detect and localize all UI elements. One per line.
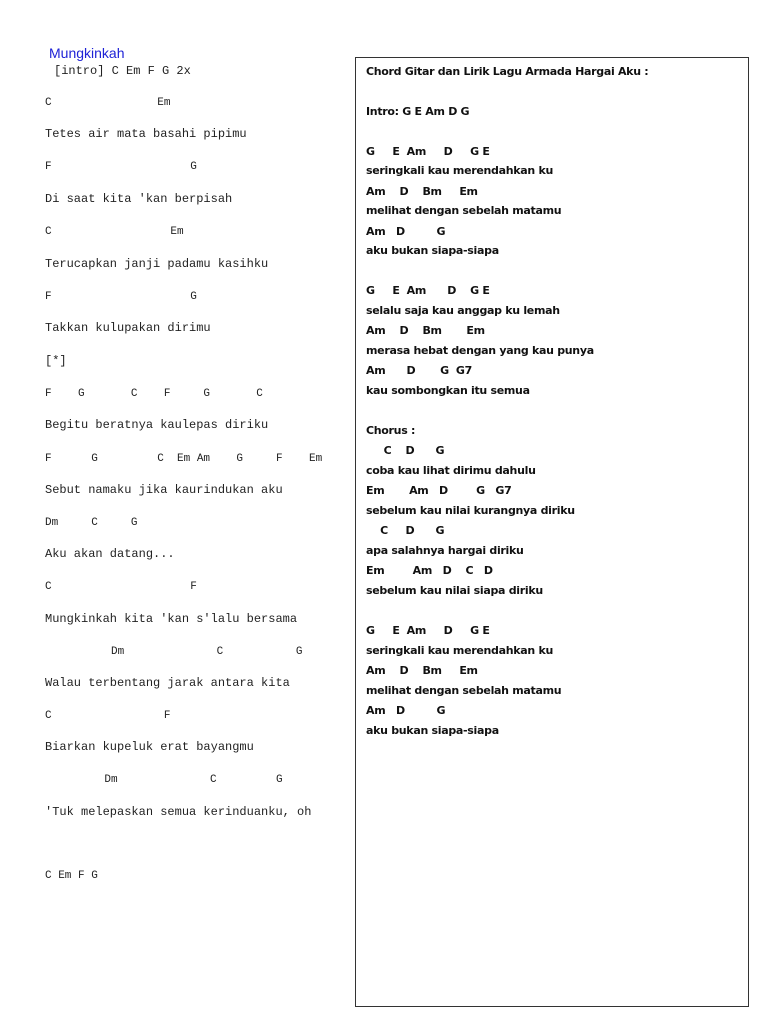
lyric-line: melihat dengan sebelah matamu: [366, 684, 562, 697]
chord-line: C Em: [45, 226, 184, 238]
chord-line: Dm C G: [45, 774, 283, 786]
box-heading: Chord Gitar dan Lirik Lagu Armada Hargai Aku :: [366, 65, 649, 78]
chord-line: G E Am D G E: [366, 284, 490, 297]
chord-line: Am D Bm Em: [366, 664, 478, 677]
chord-line: F G: [45, 291, 197, 303]
chord-line: Em Am D C D: [366, 564, 493, 577]
chord-line: C D G: [366, 444, 445, 457]
chord-line: Dm C G: [45, 646, 303, 658]
lyric-line: Terucapkan janji padamu kasihku: [45, 257, 269, 271]
lyric-line: Mungkinkah kita 'kan s'lalu bersama: [45, 612, 298, 626]
lyric-line: Begitu beratnya kaulepas diriku: [45, 418, 269, 432]
lyric-line: coba kau lihat dirimu dahulu: [366, 464, 536, 477]
lyric-line: sebelum kau nilai kurangnya diriku: [366, 504, 575, 517]
lyric-line: seringkali kau merendahkan ku: [366, 164, 554, 177]
intro-line: [intro] C Em F G 2x: [54, 64, 191, 78]
lyric-line: apa salahnya hargai diriku: [366, 544, 524, 557]
lyric-line: Di saat kita 'kan berpisah: [45, 192, 233, 206]
lyric-line: aku bukan siapa-siapa: [366, 244, 499, 257]
lyric-line: Sebut namaku jika kaurindukan aku: [45, 483, 283, 497]
lyric-line: Biarkan kupeluk erat bayangmu: [45, 740, 254, 754]
lyric-line: 'Tuk melepaskan semua kerinduanku, oh: [45, 805, 312, 819]
outro-chords: C Em F G: [45, 870, 98, 882]
chord-line: Am D Bm Em: [366, 185, 478, 198]
chord-line: C D G: [366, 524, 445, 537]
chord-line: C F: [45, 581, 197, 593]
song-title: Mungkinkah: [49, 45, 125, 61]
chord-line: Am D G: [366, 704, 446, 717]
chord-line: Dm C G: [45, 517, 138, 529]
chord-line: Am D G: [366, 225, 446, 238]
lyric-line: Aku akan datang...: [45, 547, 175, 561]
lyric-line: seringkali kau merendahkan ku: [366, 644, 554, 657]
lyric-line: selalu saja kau anggap ku lemah: [366, 304, 560, 317]
chord-line: Am D G G7: [366, 364, 472, 377]
lyric-line: merasa hebat dengan yang kau punya: [366, 344, 594, 357]
lyric-line: kau sombongkan itu semua: [366, 384, 530, 397]
lyric-line: sebelum kau nilai siapa diriku: [366, 584, 543, 597]
intro-line: Intro: G E Am D G: [366, 105, 470, 118]
chord-line: G E Am D G E: [366, 145, 490, 158]
lyric-line: Tetes air mata basahi pipimu: [45, 127, 247, 141]
chord-line: F G: [45, 161, 197, 173]
lyric-line: Takkan kulupakan dirimu: [45, 321, 211, 335]
lyric-line: melihat dengan sebelah matamu: [366, 204, 562, 217]
lyric-line: Walau terbentang jarak antara kita: [45, 676, 290, 690]
chord-line: F G C Em Am G F Em: [45, 453, 323, 465]
chord-line: Am D Bm Em: [366, 324, 485, 337]
lyric-line: aku bukan siapa-siapa: [366, 724, 499, 737]
chorus-label: Chorus :: [366, 424, 416, 437]
section-marker: [*]: [45, 354, 67, 368]
chord-line: Em Am D G G7: [366, 484, 512, 497]
armada-chord-box: [355, 57, 749, 1007]
chord-line: C F: [45, 710, 171, 722]
chord-line: C Em: [45, 97, 171, 109]
chord-line: G E Am D G E: [366, 624, 490, 637]
chord-line: F G C F G C: [45, 388, 263, 400]
